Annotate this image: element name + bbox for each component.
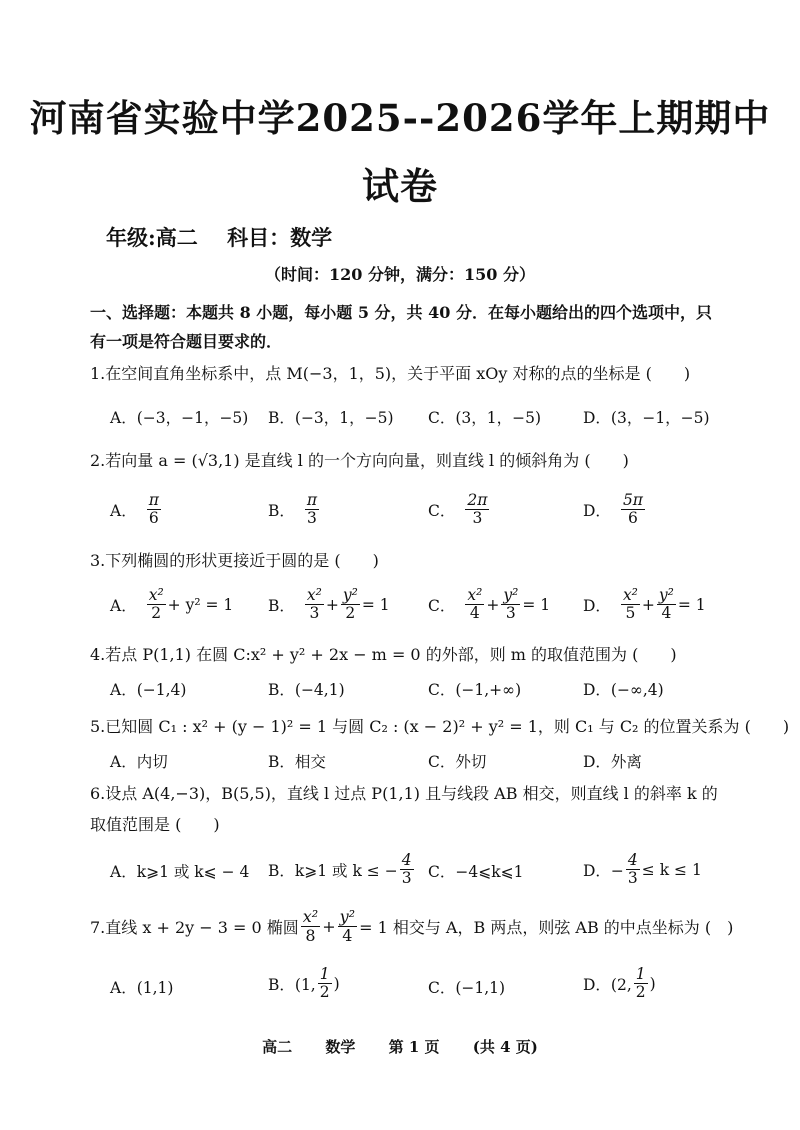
q2-option-c <box>428 492 491 527</box>
equation-rest: = 1 <box>361 595 390 614</box>
plus-sign: + <box>322 916 336 936</box>
denominator: 3 <box>627 869 638 888</box>
q5-option-c: C．外切 <box>428 753 487 771</box>
q2-option-a <box>110 492 163 527</box>
numerator: 2π <box>467 491 488 509</box>
exam-meta <box>106 222 354 252</box>
q7-option-a: A．(1,1) <box>110 979 174 997</box>
numerator: x² <box>467 586 483 604</box>
numerator: 5π <box>622 491 643 509</box>
fraction <box>341 587 360 622</box>
fraction <box>634 966 648 1001</box>
q7-option-d <box>583 966 656 1001</box>
exam-title-line2: 试卷 <box>362 164 438 208</box>
q4-option-c: C．(−1,+∞) <box>428 681 522 699</box>
option-text: B．(1, <box>268 975 316 994</box>
option-label: A． <box>110 596 137 615</box>
option-text: B．k⩾1 或 k ≤ − <box>268 861 398 880</box>
plus-sign: + <box>486 595 500 614</box>
option-text: D．− <box>583 861 624 880</box>
fraction <box>621 587 640 622</box>
denominator: 3 <box>309 604 320 623</box>
q1-option-a: A．(−3，−1，−5) <box>110 409 249 427</box>
denominator: 2 <box>345 604 356 623</box>
page-footer <box>0 1036 800 1057</box>
footer-total: (共 4 页) <box>472 1038 538 1056</box>
q7-option-b <box>268 966 340 1001</box>
numerator: 4 <box>401 851 412 869</box>
q4-option-a: A．(−1,4) <box>110 681 187 699</box>
q2-option-d <box>583 492 647 527</box>
option-label: D． <box>583 596 611 615</box>
fraction <box>301 908 320 944</box>
option-label: C． <box>428 501 456 520</box>
option-text: D．(2, <box>583 975 632 994</box>
numerator: x² <box>306 586 322 604</box>
q6-option-c: C．−4⩽k⩽1 <box>428 863 524 881</box>
denominator: 6 <box>148 509 159 528</box>
numerator: x² <box>148 586 164 604</box>
question-4-stem: 4.若点 P(1,1) 在圆 C:x² + y² + 2x − m = 0 的外部，则 m 的取值范围为 ( ) <box>90 645 677 664</box>
section-heading: 一、选择题：本题共 8 小题，每小题 5 分，共 40 分．在每小题给出的四个选项中，只有一项是符合题目要求的． <box>90 303 712 351</box>
numerator: π <box>148 491 159 509</box>
fraction <box>318 966 332 1001</box>
option-text-after: ) <box>649 974 656 993</box>
option-label: A． <box>110 501 137 520</box>
equation-rest: = 1 <box>677 595 706 614</box>
numerator: x² <box>302 907 319 926</box>
q1-option-b: B．(−3，1，−5) <box>268 409 394 427</box>
stem-part: = 1 相交与 A，B 两点，则弦 AB 的中点坐标为 ( ) <box>359 917 734 937</box>
numerator: y² <box>342 586 358 604</box>
option-text-after: ≤ k ≤ 1 <box>641 860 702 879</box>
question-1-stem: 1.在空间直角坐标系中，点 M(−3，1，5)，关于平面 xOy 对称的点的坐标是 ( ) <box>90 364 691 383</box>
numerator: y² <box>503 586 519 604</box>
question-3-stem: 3.下列椭圆的形状更接近于圆的是 ( ) <box>90 551 379 570</box>
fraction <box>621 492 645 527</box>
option-label: D． <box>583 501 611 520</box>
fraction <box>465 492 489 527</box>
grade-label: 年级:高二 <box>106 225 198 250</box>
numerator: y² <box>658 586 674 604</box>
q4-option-b: B．(−4,1) <box>268 681 345 699</box>
plus-sign: + <box>641 595 655 614</box>
q5-option-a: A．内切 <box>110 753 168 771</box>
footer-page: 第 1 页 <box>388 1038 440 1056</box>
plus-sign: + <box>325 595 339 614</box>
q6-option-d <box>583 852 702 887</box>
question-2-stem: 2.若向量 a = (√3,1) 是直线 l 的一个方向向量，则直线 l 的倾斜角为 ( ) <box>90 451 629 470</box>
fraction <box>465 587 484 622</box>
numerator: x² <box>622 586 638 604</box>
fraction <box>305 587 324 622</box>
q2-option-b <box>268 492 321 527</box>
numerator: 1 <box>319 965 330 983</box>
footer-grade: 高二 <box>262 1038 293 1056</box>
q6-option-a: A．k⩾1 或 k⩽ − 4 <box>110 863 250 881</box>
denominator: 4 <box>469 604 480 623</box>
denominator: 2 <box>319 983 330 1002</box>
option-text-after: ) <box>333 974 340 993</box>
option-label: B． <box>268 501 295 520</box>
fraction <box>305 492 319 527</box>
time-info: （时间：120 分钟，满分：150 分） <box>265 265 535 284</box>
q3-option-d <box>583 587 706 622</box>
denominator: 3 <box>401 869 412 888</box>
numerator: 1 <box>635 965 646 983</box>
question-6-stem: 6.设点 A(4,−3)，B(5,5)，直线 l 过点 P(1,1) 且与线段 AB 相交，则直线 l 的斜率 k 的取值范围是 ( ) <box>90 784 718 834</box>
fraction <box>147 587 166 622</box>
denominator: 5 <box>625 604 636 623</box>
q3-option-a <box>110 587 233 622</box>
denominator: 2 <box>151 604 162 623</box>
equation-rest: = 1 <box>522 595 551 614</box>
q5-option-d: D．外离 <box>583 753 642 771</box>
fraction <box>400 852 414 887</box>
option-label: B． <box>268 596 295 615</box>
equation-rest: + y² = 1 <box>167 595 234 614</box>
fraction <box>626 852 640 887</box>
subject-label: 科目：数学 <box>227 225 333 250</box>
denominator: 3 <box>472 509 483 528</box>
denominator: 4 <box>342 925 353 945</box>
fraction <box>501 587 520 622</box>
fraction <box>147 492 161 527</box>
denominator: 3 <box>505 604 516 623</box>
option-label: C． <box>428 596 456 615</box>
numerator: π <box>306 491 318 509</box>
denominator: 3 <box>307 509 317 528</box>
numerator: 4 <box>627 851 638 869</box>
denominator: 2 <box>635 983 646 1002</box>
q4-option-d: D．(−∞,4) <box>583 681 664 699</box>
q1-option-c: C．(3，1，−5) <box>428 409 542 427</box>
q3-option-b <box>268 587 390 622</box>
q6-option-b <box>268 852 416 887</box>
stem-part: 7.直线 x + 2y − 3 = 0 椭圆 <box>90 917 299 937</box>
denominator: 6 <box>628 509 638 528</box>
denominator: 8 <box>305 925 316 945</box>
q3-option-c <box>428 587 550 622</box>
numerator: y² <box>339 907 356 926</box>
question-7-stem <box>90 908 733 944</box>
q1-option-d: D．(3，−1，−5) <box>583 409 710 427</box>
q7-option-c: C．(−1,1) <box>428 979 506 997</box>
question-5-stem: 5.已知圆 C₁ : x² + (y − 1)² = 1 与圆 C₂ : (x − 2)² + y² = 1，则 C₁ 与 C₂ 的位置关系为 ( ) <box>90 717 790 736</box>
q5-option-b: B．相交 <box>268 753 326 771</box>
fraction <box>657 587 676 622</box>
exam-title-line1: 河南省实验中学2025--2026学年上期期中 <box>29 96 771 140</box>
fraction <box>338 908 357 944</box>
denominator: 4 <box>661 604 672 623</box>
footer-subject: 数学 <box>325 1038 356 1056</box>
